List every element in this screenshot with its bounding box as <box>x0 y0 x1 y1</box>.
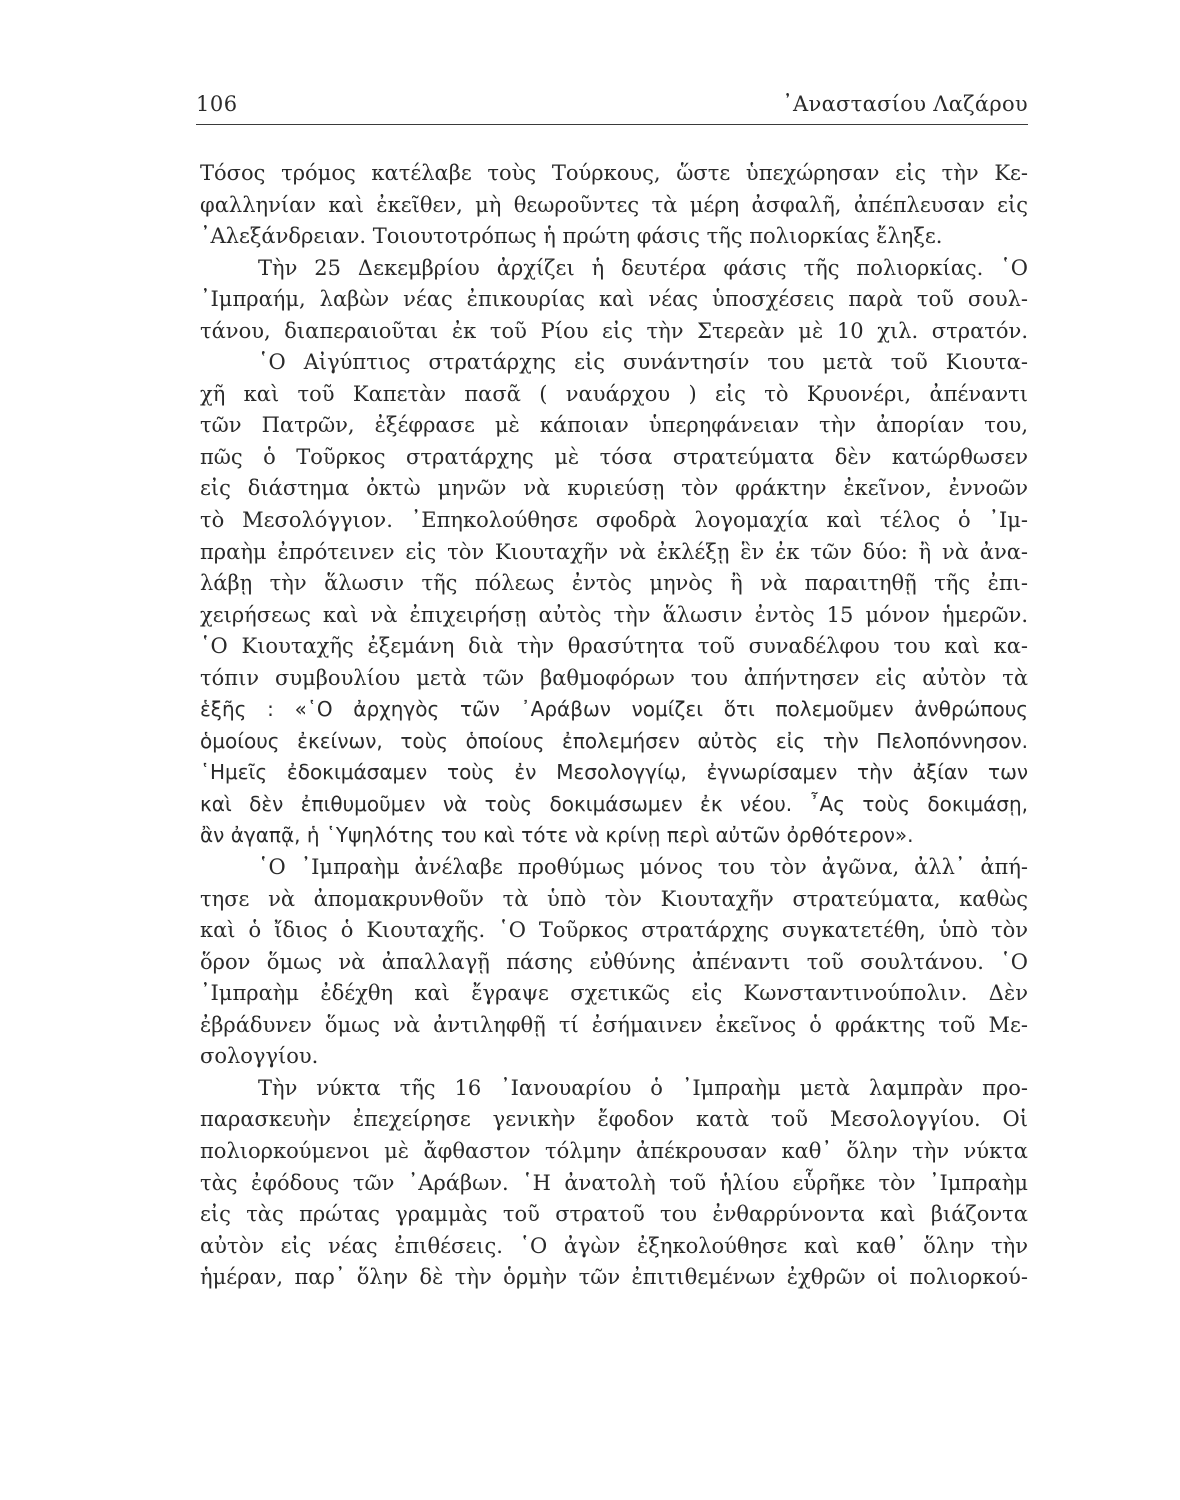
text-line: πολιορκούμενοι μὲ ἄφθαστον τόλμην ἀπέκρουσαν καθ᾿ ὅλην τὴν νύκτα <box>200 1138 1028 1163</box>
text-line: πῶς ὁ Τοῦρκος στρατάρχης μὲ τόσα στρατεύματα δὲν κατώρθωσεν <box>200 444 1028 469</box>
running-head: ᾿Αναστασίου Λαζάρου <box>782 92 1028 116</box>
text-line: ῾Ο ᾿Ιμπραὴμ ἀνέλαβε προθύμως μόνος του τὸν ἀγῶνα, ἀλλ᾿ ἀπή- <box>258 855 1028 880</box>
text-line: Τὴν 25 Δεκεμβρίου ἀρχίζει ἡ δευτέρα φάσις τῆς πολιορκίας. ῾Ο <box>258 255 1028 280</box>
text-line: τόπιν συμβουλίου μετὰ τῶν βαθμοφόρων του ἀπήντησεν εἰς αὐτὸν τὰ <box>200 665 1028 690</box>
text-line: Τὴν νύκτα τῆς 16 ᾿Ιανουαρίου ὁ ᾿Ιμπραὴμ μετὰ λαμπρὰν προ- <box>258 1075 1028 1100</box>
text-line: ἑξῆς : «῾Ο ἀρχηγὸς τῶν ᾿Αράβων νομίζει ὅτι πολεμοῦμεν ἀνθρώπους <box>200 697 1028 722</box>
text-line: τάνου, διαπεραιοῦται ἐκ τοῦ Ρίου εἰς τὴν Στερεὰν μὲ 10 χιλ. στρατόν. <box>200 318 1028 343</box>
text-line: εἰς τὰς πρώτας γραμμὰς τοῦ στρατοῦ του ἐνθαρρύνοντα καὶ βιάζοντα <box>200 1202 1028 1227</box>
text-line: ᾿Ιμπραὴμ ἐδέχθη καὶ ἔγραψε σχετικῶς εἰς Κωνσταντινούπολιν. Δὲν <box>200 981 1028 1006</box>
text-line: ὅρον ὅμως νὰ ἀπαλλαγῇ πάσης εὐθύνης ἀπέναντι τοῦ σουλτάνου. ῾Ο <box>200 949 1028 974</box>
text-line: ἐβράδυνεν ὅμως νὰ ἀντιληφθῇ τί ἐσήμαινεν ἐκεῖνος ὁ φράκτης τοῦ Με- <box>200 1012 1028 1037</box>
text-line: λάβῃ τὴν ἅλωσιν τῆς πόλεως ἐντὸς μηνὸς ἢ νὰ παραιτηθῇ τῆς ἐπι- <box>200 571 1028 596</box>
page-header <box>196 92 1028 122</box>
body-text <box>200 158 1028 1294</box>
text-line: ᾿Ιμπραήμ, λαβὼν νέας ἐπικουρίας καὶ νέας ὑποσχέσεις παρὰ τοῦ σουλ- <box>200 287 1028 312</box>
text-line: ἂν ἀγαπᾷ, ἡ ῾Υψηλότης του καὶ τότε νὰ κρίνῃ περὶ αὐτῶν ὀρθότερον». <box>200 823 914 848</box>
text-line: εἰς διάστημα ὀκτὼ μηνῶν νὰ κυριεύσῃ τὸν φράκτην ἐκεῖνον, ἐννοῶν <box>200 476 1028 501</box>
text-line: χειρήσεως καὶ νὰ ἐπιχειρήσῃ αὐτὸς τὴν ἅλωσιν ἐντὸς 15 μόνον ἡμερῶν. <box>200 602 1028 627</box>
text-line: παρασκευὴν ἐπεχείρησε γενικὴν ἔφοδον κατὰ τοῦ Μεσολογγίου. Οἱ <box>200 1107 1028 1132</box>
text-line: ῾Ημεῖς ἐδοκιμάσαμεν τοὺς ἐν Μεσολογγίῳ, ἐγνωρίσαμεν τὴν ἀξίαν των <box>200 760 1028 785</box>
page-number: 106 <box>196 92 238 116</box>
text-line: ῾Ο Κιουταχῆς ἐξεμάνη διὰ τὴν θρασύτητα τοῦ συναδέλφου του καὶ κα- <box>200 634 1028 659</box>
text-line: ῾Ο Αἰγύπτιος στρατάρχης εἰς συνάντησίν του μετὰ τοῦ Κιουτα- <box>258 350 1028 375</box>
text-line: καὶ δὲν ἐπιθυμοῦμεν νὰ τοὺς δοκιμάσωμεν ἐκ νέου. ῏Ας τοὺς δοκιμάσῃ, <box>200 791 1028 816</box>
text-line: σολογγίου. <box>200 1044 319 1069</box>
text-line: τὰς ἐφόδους τῶν ᾿Αράβων. ῾Η ἀνατολὴ τοῦ ἡλίου εὗρῆκε τὸν ᾿Ιμπραὴμ <box>200 1170 1028 1195</box>
text-line: φαλληνίαν καὶ ἐκεῖθεν, μὴ θεωροῦντες τὰ μέρη ἀσφαλῆ, ἀπέπλευσαν εἰς <box>200 192 1028 217</box>
header-rule <box>196 124 1028 125</box>
text-line: χῆ καὶ τοῦ Καπετὰν πασᾶ ( ναυάρχου ) εἰς τὸ Κρυονέρι, ἀπέναντι <box>200 381 1028 406</box>
text-line: ὁμοίους ἐκείνων, τοὺς ὁποίους ἐπολεμήσεν αὐτὸς εἰς τὴν Πελοπόννησον. <box>200 728 1028 753</box>
text-line: τῶν Πατρῶν, ἐξέφρασε μὲ κάποιαν ὑπερηφάνειαν τὴν ἀπορίαν του, <box>200 413 1028 438</box>
text-line: αὐτὸν εἰς νέας ἐπιθέσεις. ῾Ο ἀγὼν ἐξηκολούθησε καὶ καθ᾿ ὅλην τὴν <box>200 1233 1028 1258</box>
text-line: ᾿Αλεξάνδρειαν. Τοιουτοτρόπως ἡ πρώτη φάσις τῆς πολιορκίας ἔληξε. <box>200 224 943 249</box>
text-line: ἡμέραν, παρ᾿ ὅλην δὲ τὴν ὁρμὴν τῶν ἐπιτιθεμένων ἐχθρῶν οἱ πολιορκού- <box>200 1265 1028 1290</box>
text-line: τησε νὰ ἀπομακρυνθοῦν τὰ ὑπὸ τὸν Κιουταχῆν στρατεύματα, καθὼς <box>200 886 1028 911</box>
text-line: πραὴμ ἐπρότεινεν εἰς τὸν Κιουταχῆν νὰ ἐκλέξῃ ἓν ἐκ τῶν δύο: ἢ νὰ ἀνα- <box>200 539 1028 564</box>
text-line: καὶ ὁ ἴδιος ὁ Κιουταχῆς. ῾Ο Τοῦρκος στρατάρχης συγκατετέθη, ὑπὸ τὸν <box>200 918 1028 943</box>
text-line: Τόσος τρόμος κατέλαβε τοὺς Τούρκους, ὥστε ὑπεχώρησαν εἰς τὴν Κε- <box>200 161 1028 185</box>
text-line: τὸ Μεσολόγγιον. ᾿Επηκολούθησε σφοδρὰ λογομαχία καὶ τέλος ὁ ᾿Ιμ- <box>200 508 1028 533</box>
